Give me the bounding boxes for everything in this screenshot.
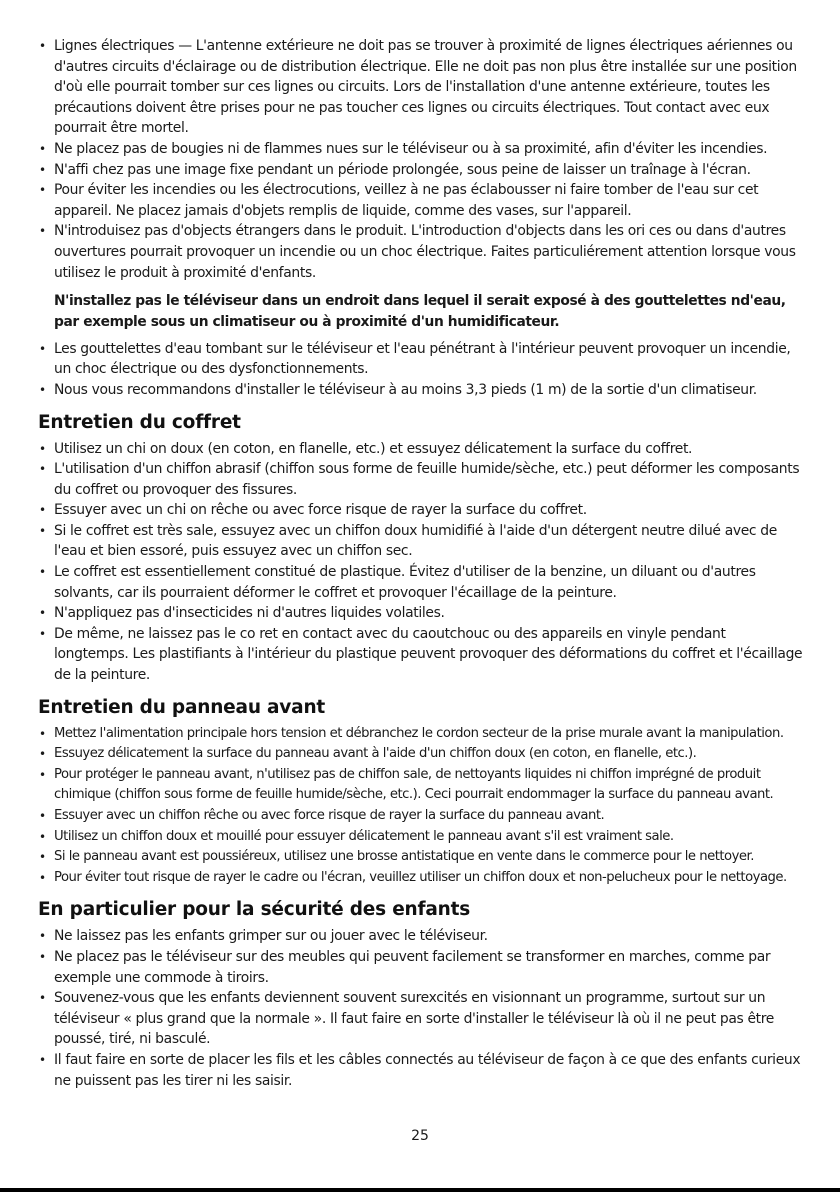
list-item: • De même, ne laissez pas le co ret en contact avec du caoutchouc ou des appareils en vinyle pendant longtemps. Les plastifiants à l'intérieur du plastique peuvent provoquer des déformations du coffret et l'écaillage de la peinture. [38, 624, 804, 686]
list-item: • N'appliquez pas d'insecticides ni d'autres liquides volatiles. [38, 603, 804, 624]
section-front-panel-care [38, 696, 804, 889]
page-number: 25 [411, 1128, 429, 1144]
list-item: • Nous vous recommandons d'installer le téléviseur à au moins 3,3 pieds (1 m) de la sortie d'un climatiseur. [38, 380, 804, 401]
list-item: • L'utilisation d'un chiffon abrasif (chiffon sous forme de feuille humide/sèche, etc.) peut déformer les composants du coffret ou provoquer des fissures. [38, 459, 804, 500]
list-item: • Ne laissez pas les enfants grimper sur ou jouer avec le téléviseur. [38, 926, 804, 947]
list-item: • Essuyer avec un chiffon rêche ou avec force risque de rayer la surface du panneau avant. [38, 806, 804, 827]
section-child-safety [38, 898, 804, 1091]
section-cabinet-care [38, 411, 804, 686]
section-heading: En particulier pour la sécurité des enfants [38, 899, 471, 921]
list-item: • Pour protéger le panneau avant, n'utilisez pas de chiffon sale, de nettoyants liquides ni chiffon imprégné de produit chimique (chiffon sous forme de feuille humide/sèche, etc.). Ceci pourrait endommager la surface du panneau avant. [38, 765, 804, 806]
list-item: • Utilisez un chi on doux (en coton, en flanelle, etc.) et essuyez délicatement la surface du coffret. [38, 439, 804, 460]
section-list [38, 724, 804, 889]
manual-page [38, 36, 804, 1091]
list-item: • Mettez l'alimentation principale hors tension et débranchez le cordon secteur de la prise murale avant la manipulation. [38, 724, 804, 745]
list-item: • Si le coffret est très sale, essuyez avec un chiffon doux humidifié à l'aide d'un détergent neutre dilué avec de l'eau et bien essoré, puis essuyez avec un chiffon sec. [38, 521, 804, 562]
bottom-rule [0, 1188, 840, 1192]
list-item: • Essuyez délicatement la surface du panneau avant à l'aide d'un chiffon doux (en coton, en flanelle, etc.). [38, 744, 804, 765]
intro-list [38, 36, 804, 283]
section-list [38, 926, 804, 1091]
list-item: • N'affi chez pas une image fixe pendant un période prolongée, sous peine de laisser un traînage à l'écran. [38, 160, 804, 181]
list-item: • Le coffret est essentiellement constitué de plastique. Évitez d'utiliser de la benzine, un diluant ou d'autres solvants, car ils pourraient déformer le coffret et provoquer l'écaillage de la peinture. [38, 562, 804, 603]
list-item: • Il faut faire en sorte de placer les fils et les câbles connectés au téléviseur de façon à ce que des enfants curieux ne puissent pas les tirer ni les saisir. [38, 1050, 804, 1091]
list-item: • Pour éviter tout risque de rayer le cadre ou l'écran, veuillez utiliser un chiffon doux et non-pelucheux pour le nettoyage. [38, 868, 804, 889]
section-heading: Entretien du panneau avant [38, 696, 326, 718]
list-item: • Pour éviter les incendies ou les électrocutions, veillez à ne pas éclabousser ni faire tomber de l'eau sur cet appareil. Ne placez jamais d'objets remplis de liquide, comme des vases, sur l'appareil. [38, 180, 804, 221]
section-heading: Entretien du coffret [38, 411, 241, 433]
list-item: • N'introduisez pas d'objects étrangers dans le produit. L'introduction d'objects dans les ori ces ou dans d'autres ouvertures pourrait provoquer un incendie ou un choc électrique. Faites particuliérement attention lorsque vous utilisez le produit à proximité d'enfants. [38, 221, 804, 283]
list-item: • Ne placez pas de bougies ni de flammes nues sur le téléviseur ou à sa proximité, afin d'éviter les incendies. [38, 139, 804, 160]
warning-list [38, 339, 804, 401]
list-item: • Utilisez un chiffon doux et mouillé pour essuyer délicatement le panneau avant s'il est vraiment sale. [38, 827, 804, 848]
list-item: • Essuyer avec un chi on rêche ou avec force risque de rayer la surface du coffret. [38, 500, 804, 521]
list-item: • Lignes électriques — L'antenne extérieure ne doit pas se trouver à proximité de lignes électriques aériennes ou d'autres circuits d'éclairage ou de distribution électrique. Elle ne doit pas non plus être installée sur une position d'où elle pourrait tomber sur ces lignes ou circuits. Lors de l'installation d'une antenne extérieure, toutes les précautions doivent être prises pour ne pas toucher ces lignes ou circuits électriques. Tout contact avec eux pourrait être mortel. [38, 36, 804, 139]
list-item: • Si le panneau avant est poussiéreux, utilisez une brosse antistatique en vente dans le commerce pour le nettoyer. [38, 847, 804, 868]
list-item: • Ne placez pas le téléviseur sur des meubles qui peuvent facilement se transformer en marches, comme par exemple une commode à tiroirs. [38, 947, 804, 988]
section-list [38, 439, 804, 686]
list-item: • Souvenez-vous que les enfants deviennent souvent surexcités en visionnant un programme, surtout sur un téléviseur « plus grand que la normale ». Il faut faire en sorte d'installer le téléviseur là où il ne peut pas être poussé, tiré, ni basculé. [38, 988, 804, 1050]
warning-note: N'installez pas le téléviseur dans un endroit dans lequel il serait exposé à des gouttelettes nd'eau, par exemple sous un climatiseur ou à proximité d'un humidificateur. [54, 293, 786, 330]
list-item: • Les gouttelettes d'eau tombant sur le téléviseur et l'eau pénétrant à l'intérieur peuvent provoquer un incendie, un choc électrique ou des dysfonctionnements. [38, 339, 804, 380]
